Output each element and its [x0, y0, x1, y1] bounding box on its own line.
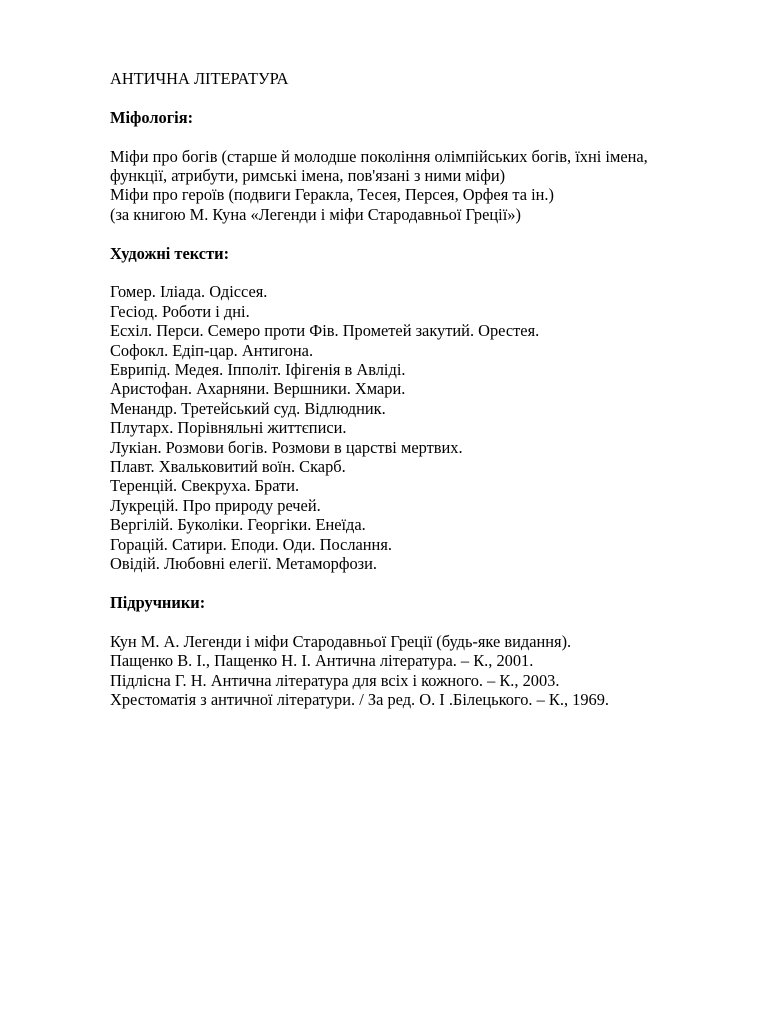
mythology-line: (за книгою М. Куна «Легенди і міфи Стародавньої Греції»)	[110, 204, 521, 224]
text-list-item: Есхіл. Перси. Семеро проти Фів. Прометей закутий. Орестея.	[110, 321, 540, 341]
text-list-item: Горацій. Сатири. Еподи. Оди. Послання.	[110, 534, 392, 554]
mythology-heading: Міфологія:	[110, 107, 194, 127]
document-title: АНТИЧНА ЛІТЕРАТУРА	[110, 69, 289, 88]
texts-heading: Художні тексти:	[110, 243, 230, 263]
text-list-item: Лукрецій. Про природу речей.	[110, 495, 321, 515]
texts-section	[110, 244, 750, 574]
text-list-item: Теренцій. Свекруха. Брати.	[110, 476, 300, 496]
text-list-item: Менандр. Третейський суд. Відлюдник.	[110, 398, 386, 418]
textbook-item: Хрестоматія з античної літератури. / За ред. О. І .Білецького. – К., 1969.	[110, 689, 610, 709]
text-list-item: Софокл. Едіп-цар. Антигона.	[110, 340, 314, 360]
spacer	[110, 263, 750, 282]
text-list-item: Гесіод. Роботи і дні.	[110, 301, 250, 321]
textbooks-heading: Підручники:	[110, 592, 206, 612]
text-list-item: Еврипід. Медея. Іпполіт. Іфігенія в Авліді.	[110, 360, 406, 380]
mythology-line: Міфи про героїв (подвиги Геракла, Тесея, Персея, Орфея та ін.)	[110, 185, 554, 205]
textbook-item: Кун М. А. Легенди і міфи Стародавньої Греції (будь-яке видання).	[110, 631, 572, 651]
spacer	[110, 224, 750, 243]
text-list-item: Гомер. Іліада. Одіссея.	[110, 282, 268, 302]
textbooks-section	[110, 593, 750, 709]
textbook-item: Підлісна Г. Н. Антична література для всіх і кожного. – К., 2003.	[110, 670, 560, 690]
text-list-item: Плавт. Хвальковитий воїн. Скарб.	[110, 457, 346, 477]
text-list-item: Аристофан. Ахарняни. Вершники. Хмари.	[110, 379, 406, 399]
mythology-line: Міфи про богів (старше й молодше покоління олімпійських богів, їхні імена,	[110, 146, 648, 166]
mythology-section	[110, 108, 750, 224]
text-list-item: Лукіан. Розмови богів. Розмови в царстві мертвих.	[110, 437, 463, 457]
text-list-item: Овідій. Любовні елегії. Метаморфози.	[110, 554, 377, 574]
spacer	[110, 574, 750, 593]
mythology-line: функції, атрибути, римські імена, пов'язані з ними міфи)	[110, 166, 506, 185]
text-list-item: Плутарх. Порівняльні життєписи.	[110, 418, 347, 438]
textbook-item: Пащенко В. І., Пащенко Н. І. Антична література. – К., 2001.	[110, 651, 534, 671]
spacer	[110, 612, 750, 631]
spacer	[110, 127, 750, 146]
spacer	[110, 88, 750, 107]
text-list-item: Вергілій. Буколіки. Георгіки. Енеїда.	[110, 515, 366, 535]
document-page	[110, 69, 750, 709]
